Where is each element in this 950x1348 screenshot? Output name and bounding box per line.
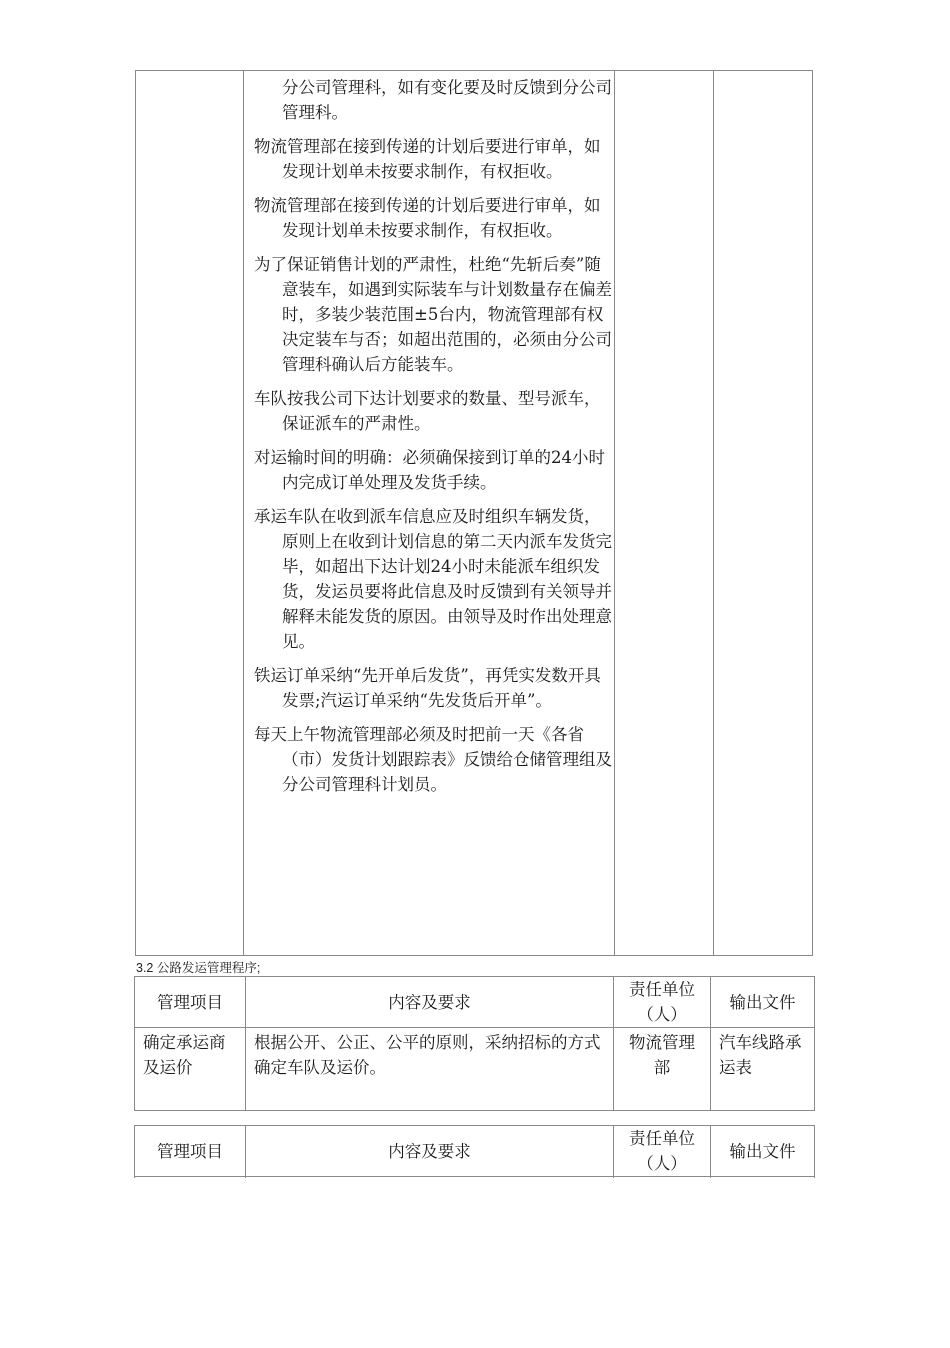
header-responsible: 责任单位（人） xyxy=(614,1126,711,1177)
row-output: 汽车线路承运表 xyxy=(711,1028,815,1111)
header-responsible: 责任单位（人） xyxy=(614,977,711,1028)
section-title: 3.2 公路发运管理程序; xyxy=(136,961,261,975)
road-shipping-procedure-table xyxy=(134,976,815,1111)
item-cell xyxy=(136,71,244,956)
content-paragraph: 承运车队在收到派车信息应及时组织车辆发货，原则上在收到计划信息的第二天内派车发货完毕，如超出下达计划24小时未能派车组织发货，发运员要将此信息及时反馈到有关领导并解释未能发货的原因。由领导及时作出处理意见。 xyxy=(254,507,612,651)
content-paragraph: 为了保证销售计划的严肃性，杜绝“先斩后奏”随意装车，如遇到实际装车与计划数量存在偏差时，多装少装范围±5台内，物流管理部有权决定装车与否；如超出范围的，必须由分公司管理科确认后方能装车。 xyxy=(254,255,612,374)
content-paragraph: 对运输时间的明确：必须确保接到订单的24小时内完成订单处理及发货手续。 xyxy=(254,448,605,492)
content-paragraph: 车队按我公司下达计划要求的数量、型号派车，保证派车的严肃性。 xyxy=(254,389,601,433)
header-item: 管理项目 xyxy=(135,1126,246,1177)
logistics-procedure-table-continued xyxy=(135,70,813,956)
content-cell xyxy=(244,71,615,956)
content-paragraph: 分公司管理科，如有变化要及时反馈到分公司管理科。 xyxy=(282,78,612,122)
row-responsible: 物流管理部 xyxy=(614,1028,711,1111)
header-row xyxy=(135,977,815,1028)
table-row xyxy=(135,1028,815,1111)
row-content: 根据公开、公正、公平的原则，采纳招标的方式确定车队及运价。 xyxy=(246,1028,614,1111)
content-paragraph: 物流管理部在接到传递的计划后要进行审单，如发现计划单未按要求制作，有权拒收。 xyxy=(254,196,601,240)
header-row xyxy=(135,1126,815,1177)
header-content: 内容及要求 xyxy=(246,1126,614,1177)
content-paragraph: 每天上午物流管理部必须及时把前一天《各省（市）发货计划跟踪表》反馈给仓储管理组及分公司管理科计划员。 xyxy=(254,725,612,794)
header-content: 内容及要求 xyxy=(246,977,614,1028)
responsible-cell xyxy=(615,71,714,956)
content-paragraph: 物流管理部在接到传递的计划后要进行审单，如发现计划单未按要求制作，有权拒收。 xyxy=(254,137,601,181)
row-item: 确定承运商及运价 xyxy=(135,1028,246,1111)
content-paragraph: 铁运订单采纳“先开单后发货”，再凭实发数开具发票;汽运订单采纳“先发货后开单”。 xyxy=(254,666,601,710)
output-cell xyxy=(714,71,813,956)
header-output: 输出文件 xyxy=(711,1126,815,1177)
page-bottom-margin xyxy=(0,1178,950,1348)
header-item: 管理项目 xyxy=(135,977,246,1028)
header-output: 输出文件 xyxy=(711,977,815,1028)
